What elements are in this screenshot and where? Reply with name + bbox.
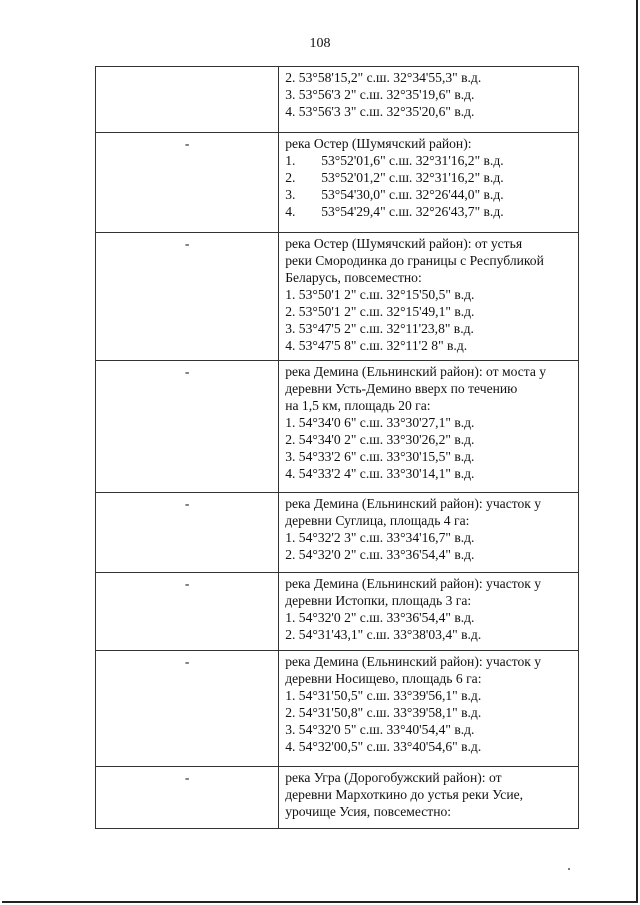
coordinate-text: 2. 53°58'15,2" с.ш. 32°34'55,3" в.д. <box>285 70 482 85</box>
coordinate-line <box>285 546 572 563</box>
description-line: на 1,5 км, площадь 20 га: <box>285 398 431 413</box>
row-description-cell <box>279 767 579 829</box>
description-line: деревни Истопки, площадь 3 га: <box>285 593 472 608</box>
coordinate-line <box>285 69 572 86</box>
coordinate-text: 2. 54°31'50,8" с.ш. 33°39'58,1" в.д. <box>285 705 482 720</box>
description-line: река Остер (Шумячский район): от устья <box>285 236 523 251</box>
coordinate-line <box>285 738 572 755</box>
coordinate-text: 4. 53°47'5 8" с.ш. 32°11'2 8" в.д. <box>285 338 468 353</box>
coordinate-text: 3. 54°32'0 5" с.ш. 33°40'54,4" в.д. <box>285 722 475 737</box>
coordinate-text: 53°54'29,4" с.ш. 32°26'43,7" в.д. <box>321 204 504 219</box>
row-description-cell <box>279 493 579 573</box>
row-marker-cell: - <box>96 767 279 829</box>
coordinate-text: 4. 53°56'3 3" с.ш. 32°35'20,6" в.д. <box>285 104 475 119</box>
table-row <box>96 133 579 233</box>
description-line: деревни Суглица, площадь 4 га: <box>285 513 470 528</box>
row-marker-cell: - <box>96 361 279 493</box>
row-description-cell <box>279 67 579 133</box>
coordinate-text: 53°52'01,6" с.ш. 32°31'16,2" в.д. <box>321 153 504 168</box>
row-marker-cell: - <box>96 651 279 767</box>
table-row <box>96 493 579 573</box>
description-line: деревни Мархоткино до устья реки Усие, <box>285 787 524 802</box>
row-description-cell <box>279 573 579 651</box>
coordinate-line <box>285 203 572 220</box>
coordinate-text: 53°54'30,0" с.ш. 32°26'44,0" в.д. <box>321 187 504 202</box>
coordinate-text: 1. 53°50'1 2" с.ш. 32°15'50,5" в.д. <box>285 287 475 302</box>
row-description-cell <box>279 361 579 493</box>
description-line: реки Смородинка до границы с Республикой <box>285 253 544 268</box>
description-line: река Демина (Ельнинский район): участок у <box>285 654 542 669</box>
coordinate-number: 3. <box>285 187 296 202</box>
coordinates-table <box>95 66 579 829</box>
coordinate-line <box>285 303 572 320</box>
row-description-cell <box>279 233 579 361</box>
description-line: деревни Усть-Демино вверх по течению <box>285 381 518 396</box>
coordinate-text: 4. 54°32'00,5" с.ш. 33°40'54,6" в.д. <box>285 739 482 754</box>
table-row <box>96 67 579 133</box>
coordinate-text: 53°52'01,2" с.ш. 32°31'16,2" в.д. <box>321 170 504 185</box>
coordinate-text: 2. 54°32'0 2" с.ш. 33°36'54,4" в.д. <box>285 547 475 562</box>
coordinate-number: 1. <box>285 153 296 168</box>
coordinate-line <box>285 529 572 546</box>
row-description-cell <box>279 133 579 233</box>
coordinate-text: 3. 53°47'5 2" с.ш. 32°11'23,8" в.д. <box>285 321 474 336</box>
description-line: река Демина (Ельнинский район): участок у <box>285 576 542 591</box>
coordinate-line <box>285 687 572 704</box>
description-line: река Демина (Ельнинский район): от моста у <box>285 364 547 379</box>
description-line: Беларусь, повсеместно: <box>285 270 422 285</box>
coordinate-line <box>285 626 572 643</box>
table-row <box>96 361 579 493</box>
coordinate-text: 1. 54°32'2 3" с.ш. 33°34'16,7" в.д. <box>285 530 475 545</box>
coordinate-line <box>285 186 572 203</box>
row-marker-cell: - <box>96 573 279 651</box>
coordinate-line <box>285 721 572 738</box>
scan-speck <box>568 868 570 870</box>
coordinate-number: 4. <box>285 204 296 219</box>
table-row <box>96 767 579 829</box>
coordinate-line <box>285 320 572 337</box>
coordinate-line <box>285 448 572 465</box>
coordinate-line <box>285 169 572 186</box>
coordinate-text: 1. 54°34'0 6" с.ш. 33°30'27,1" в.д. <box>285 415 475 430</box>
coordinate-text: 2. 53°50'1 2" с.ш. 32°15'49,1" в.д. <box>285 304 475 319</box>
description-line: река Остер (Шумячский район): <box>285 136 472 151</box>
coordinate-text: 1. 54°31'50,5" с.ш. 33°39'56,1" в.д. <box>285 688 482 703</box>
table-row <box>96 233 579 361</box>
coordinate-text: 2. 54°31'43,1" с.ш. 33°38'03,4" в.д. <box>285 627 482 642</box>
coordinate-line <box>285 86 572 103</box>
coordinate-text: 2. 54°34'0 2" с.ш. 33°30'26,2" в.д. <box>285 432 475 447</box>
coordinate-line <box>285 103 572 120</box>
description-line: река Угра (Дорогобужский район): от <box>285 770 502 785</box>
coordinate-line <box>285 286 572 303</box>
row-description-cell <box>279 651 579 767</box>
table-row <box>96 573 579 651</box>
coordinate-line <box>285 414 572 431</box>
coordinate-line <box>285 431 572 448</box>
row-marker-cell <box>96 67 279 133</box>
row-marker-cell: - <box>96 233 279 361</box>
coordinate-text: 4. 54°33'2 4" с.ш. 33°30'14,1" в.д. <box>285 466 475 481</box>
coordinate-text: 3. 54°33'2 6" с.ш. 33°30'15,5" в.д. <box>285 449 475 464</box>
coordinate-line <box>285 337 572 354</box>
coordinate-line <box>285 704 572 721</box>
description-line: урочище Усия, повсеместно: <box>285 804 452 819</box>
row-marker-cell: - <box>96 493 279 573</box>
coordinate-text: 1. 54°32'0 2" с.ш. 33°36'54,4" в.д. <box>285 610 475 625</box>
coordinate-number: 2. <box>285 170 296 185</box>
row-marker-cell: - <box>96 133 279 233</box>
page-number: 108 <box>309 36 331 51</box>
coordinate-line <box>285 465 572 482</box>
description-line: река Демина (Ельнинский район): участок у <box>285 496 542 511</box>
description-line: деревни Носищево, площадь 6 га: <box>285 671 482 686</box>
table-row <box>96 651 579 767</box>
coordinate-text: 3. 53°56'3 2" с.ш. 32°35'19,6" в.д. <box>285 87 475 102</box>
coordinate-line <box>285 152 572 169</box>
coordinate-line <box>285 609 572 626</box>
